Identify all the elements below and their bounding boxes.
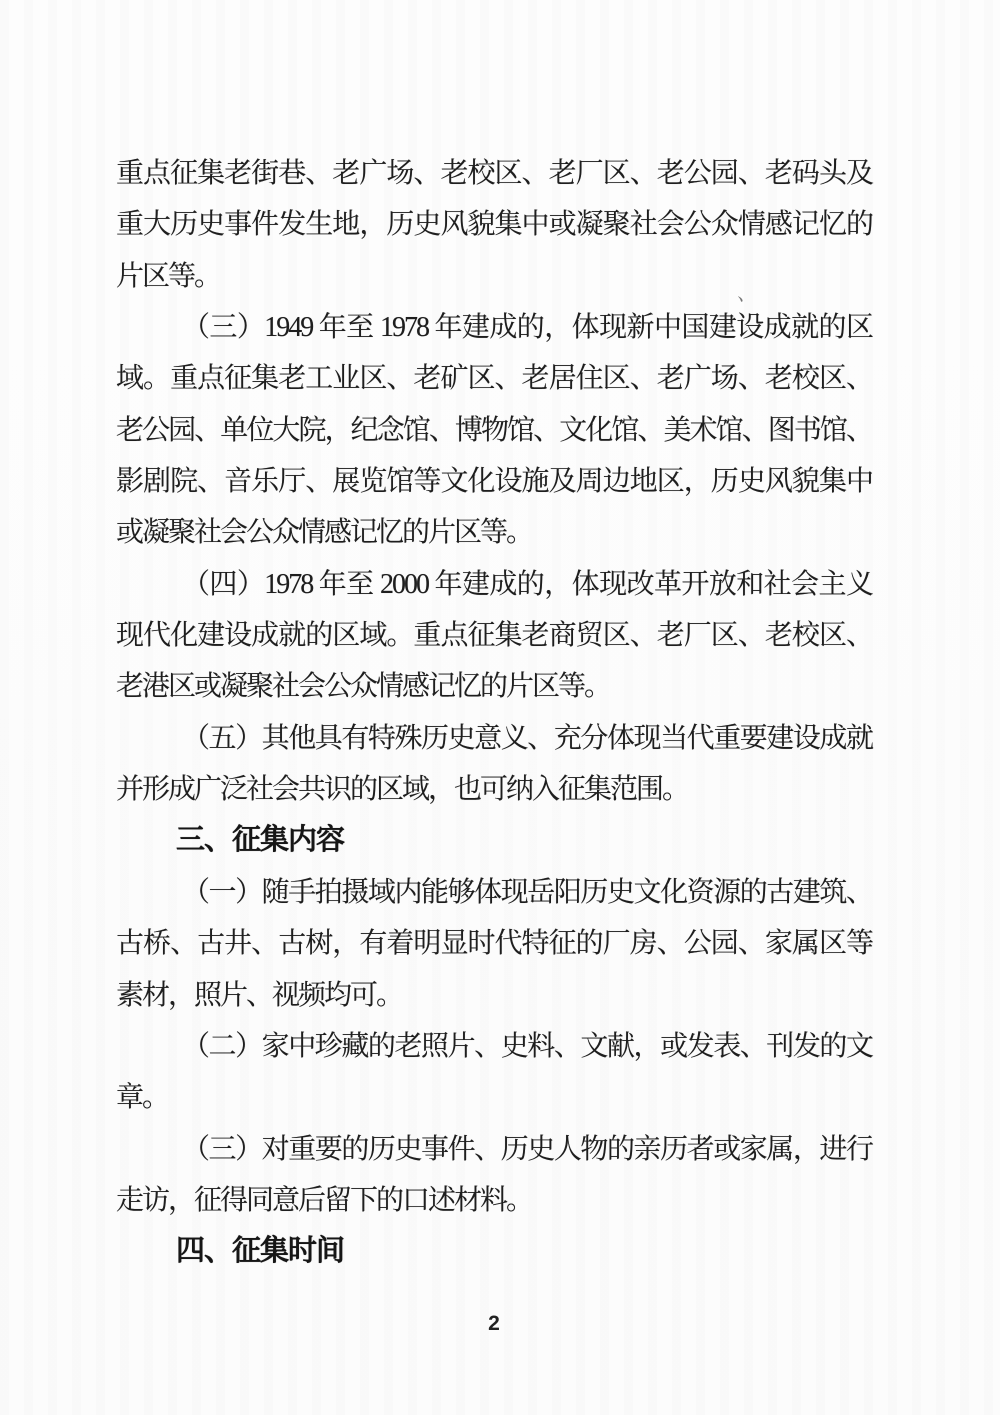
text-line: （三）对重要的历史事件、历史人物的亲历者或家属，进行 [182,1133,872,1165]
text-line: 现代化建设成就的区域。重点征集老商贸区、老厂区、老校区、 [116,620,872,652]
text-block [116,148,872,1278]
text-line: 重点征集老街巷、老广场、老校区、老厂区、老公园、老码头及 [116,158,872,189]
text-line: 老港区或凝聚社会公众情感记忆的片区等。 [116,671,611,703]
text-line: 或凝聚社会公众情感记忆的片区等。 [116,517,533,549]
text-line: 域。重点征集老工业区、老矿区、老居住区、老广场、老校区、 [116,363,872,395]
text-line: （二）家中珍藏的老照片、史料、文献，或发表、刊发的文 [182,1030,872,1062]
text-line: 走访，征得同意后留下的口述材料。 [116,1184,533,1216]
section-heading-collection-time: 四、征集时间 [176,1235,345,1268]
text-line: 古桥、古井、古树，有着明显时代特征的厂房、公园、家属区等 [116,928,872,960]
text-line: 老公园、单位大院，纪念馆、博物馆、文化馆、美术馆、图书馆、 [116,414,872,446]
page-number: 2 [488,1312,500,1335]
text-line: （五）其他具有特殊历史意义、充分体现当代重要建设成就 [182,722,872,754]
text-line: 影剧院、音乐厅、展览馆等文化设施及周边地区，历史风貌集中 [116,466,872,498]
text-line: 章。 [116,1082,169,1114]
text-line: 并形成广泛社会共识的区域，也可纳入征集范围。 [116,774,689,806]
text-line: 重大历史事件发生地，历史风貌集中或凝聚社会公众情感记忆的 [116,209,872,241]
text-line: 片区等。 [116,260,221,292]
text-line: 素材，照片、视频均可。 [116,979,403,1011]
text-line: （一）随手拍摄域内能够体现岳阳历史文化资源的古建筑、 [182,876,872,908]
text-line: （三）1949 年至 1978 年建成的，体现新中国建设成就的区 [182,312,872,344]
scan-speckle: 、 [736,280,760,308]
text-line: （四）1978 年至 2000 年建成的，体现改革开放和社会主义 [182,568,872,600]
section-heading-collection-content: 三、征集内容 [176,824,345,857]
